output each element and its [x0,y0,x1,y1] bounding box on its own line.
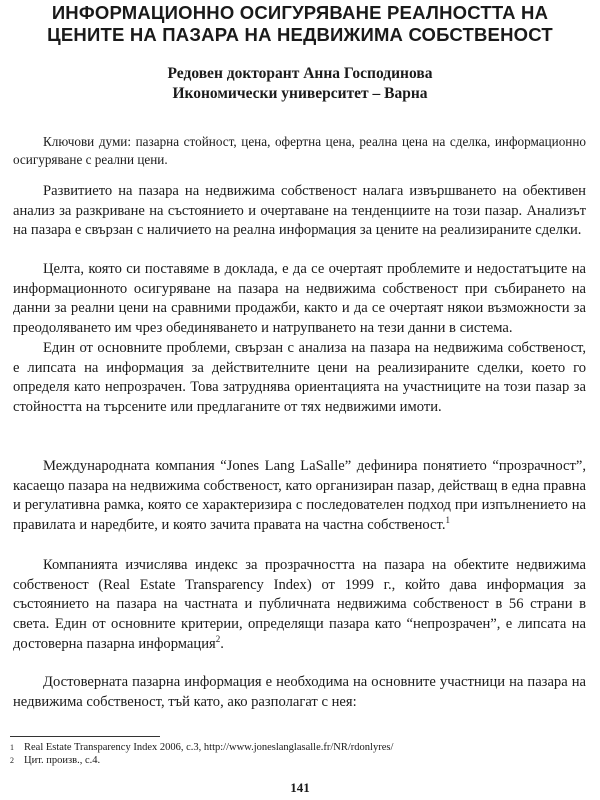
footnotes [10,742,590,767]
body-paragraph-1: Развитието на пазара на недвижима собственост налага извършването на обективен анализ за разкриване на състоянието и очертаване на тенденциите на този пазар. Анализът на пазара е свързан с наличието на реална информация за цените на реализираните сделки. [13,183,586,239]
body-paragraph-3: Един от основните проблеми, свързан с анализа на пазара на недвижима собственост, е липсата на информация за действителните цени на реализираните сделки, което го определя като непрозрачен. Това затруднява ориентацията на участниците на този пазар за стойността на търсените или предлаганите от тях недвижими имоти. [13,340,586,416]
footnote-number: 2 [10,755,14,765]
footnote-number: 1 [10,743,14,752]
footnote-text: Цит. произв., с.4. [24,754,101,766]
footnote-2 [10,755,590,768]
footnote-ref-1[interactable]: 1 [445,515,450,526]
keywords-text: пазарна стойност, цена, офертна цена, реална цена на сделка, информационно осигуряване с реални цени. [13,134,587,167]
body-paragraph-6: Достоверната пазарна информация е необходима на основните участници на пазара на недвижима собственост, тъй като, ако разполагат с нея: [13,674,586,710]
article-title-line-2: ЦЕНИТЕ НА ПАЗАРА НА НЕДВИЖИМА СОБСТВЕНОСТ [47,24,553,45]
body-paragraph-5 [13,556,586,655]
footnote-ref-2[interactable]: 2 [215,633,221,644]
article-title-line-1: ИНФОРМАЦИОННО ОСИГУРЯВАНЕ РЕАЛНОСТТА НА [51,2,549,23]
footnote-text: Real Estate Transparency Index 2006, с.3, http://www.joneslanglasalle.fr/NR/rdonlyres/ [24,742,394,753]
author-name: Редовен докторант Анна Господинова [167,65,433,82]
page-number: 141 [290,780,310,795]
article-title [8,2,592,46]
author-block [40,64,560,104]
body-paragraph-2: Целта, която си поставяме в доклада, е да се очертаят проблемите и недостатъците на информационното осигуряване на пазара на недвижима собственост при събирането на данни за реални цени на сравними продажби, както и да се очертаят някои възможности за преодоляването им чрез обединяването и натрупването на тези данни в система. [13,261,586,337]
keywords-label: Ключови думи: [43,134,132,149]
footnote-1 [10,742,590,755]
body-paragraph-5-text: Компанията изчислява индекс за прозрачността на пазара на обектите недвижима собственост (Real Estate Transparency Index) от 1999 г., който дава информация за състоянието на пазара на частната и публичната недвижима собственост в 56 страни в света. Един от основните критерии, определящи пазара като “непрозрачен”, е липсата на достоверна пазарна информация [13,557,586,652]
body-paragraph-5-end: . [220,635,224,652]
author-affiliation: Икономически университет – Варна [172,85,428,102]
body-paragraph-4-text: Международната компания “Jones Lang LaSalle” дефинира понятието “прозрачност”, касаещо пазара на недвижима собственост, като организиран пазар, действащ в една правна и регулативна рамка, която се характеризира с последователен подход при изпълнението на правилата и наредбите, и която зачита правата на частна собственост. [13,458,586,534]
footnote-divider [10,736,160,737]
body-paragraph-4 [13,457,586,536]
keywords-paragraph [13,133,586,169]
